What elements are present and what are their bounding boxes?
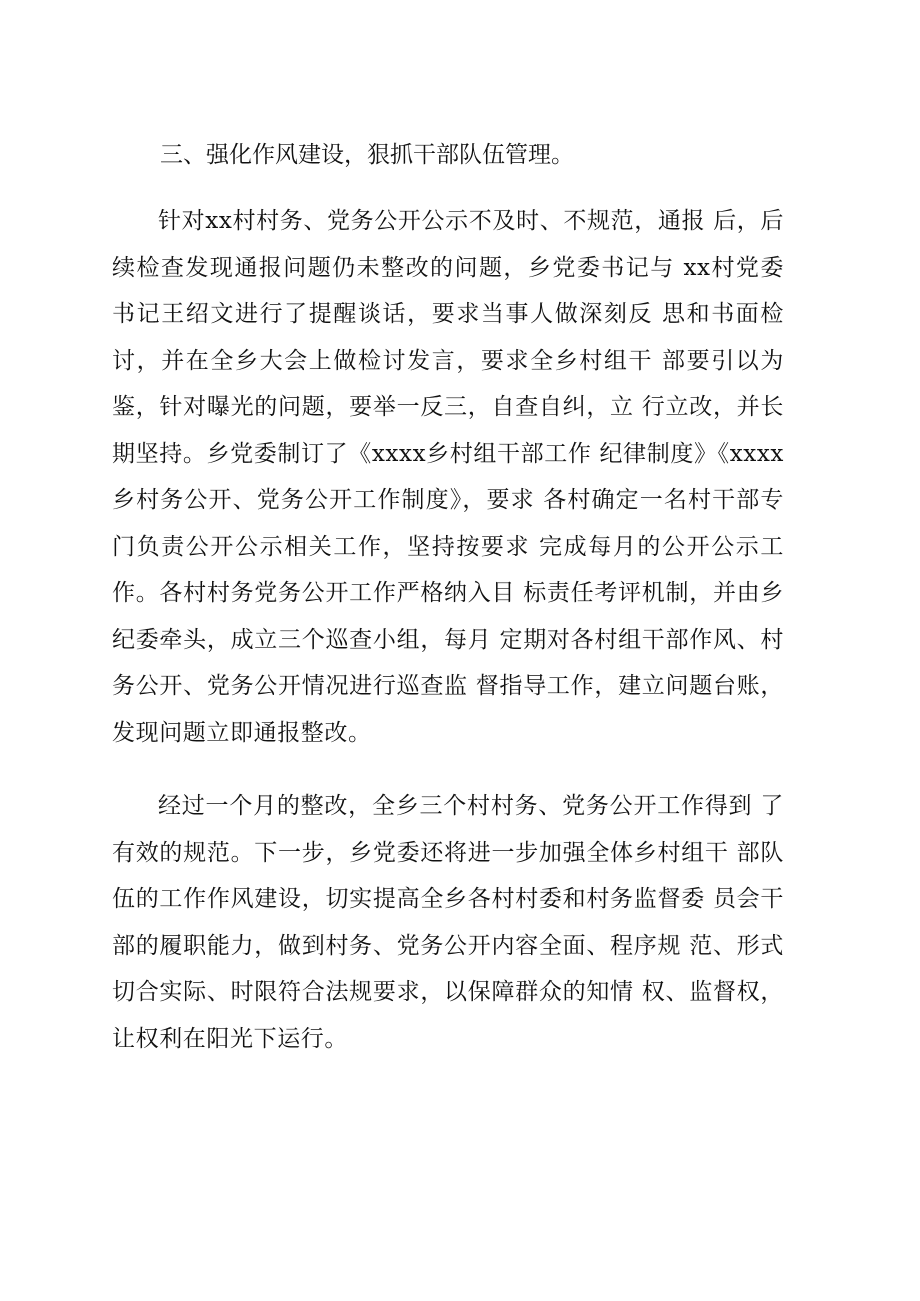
section-heading: 三、强化作风建设，狠抓干部队伍管理。 bbox=[160, 142, 574, 168]
paragraph-rectification-measures: 针对xx村村务、党务公开公示不及时、不规范，通报 后，后续检查发现通报问题仍未整改的问题，乡党委书记与 xx村党委书记王绍文进行了提醒谈话，要求当事人做深刻反 思和书面检讨，并在全乡大会上做检讨发言，要求全乡村组干 部要引以为鉴，针对曝光的问题，要举一反三，自查自纠，立 行立改，并长期坚持。乡党委制订了《xxxx乡村组干部工作 纪律制度》《xxxx乡村务公开、党务公开工作制度》，要求 各村确定一名村干部专门负责公开公示相关工作，坚持按要求 完成每月的公开公示工作。各村村务党务公开工作严格纳入目 标责任考评机制，并由乡纪委牵头，成立三个巡查小组，每月 定期对各村组干部作风、村务公开、党务公开情况进行巡查监 督指导工作，建立问题台账，发现问题立即通报整改。 bbox=[112, 208, 784, 746]
document-body bbox=[112, 132, 784, 1062]
paragraph-results-next-steps: 经过一个月的整改，全乡三个村村务、党务公开工作得到 了有效的规范。下一步，乡党委还将进一步加强全体乡村组干 部队伍的工作作风建设，切实提高全乡各村村委和村务监督委 员会干部的履职能力，做到村务、党务公开内容全面、程序规 范、形式切合实际、时限符合法规要求，以保障群众的知情 权、监督权，让权利在阳光下运行。 bbox=[112, 793, 784, 1052]
